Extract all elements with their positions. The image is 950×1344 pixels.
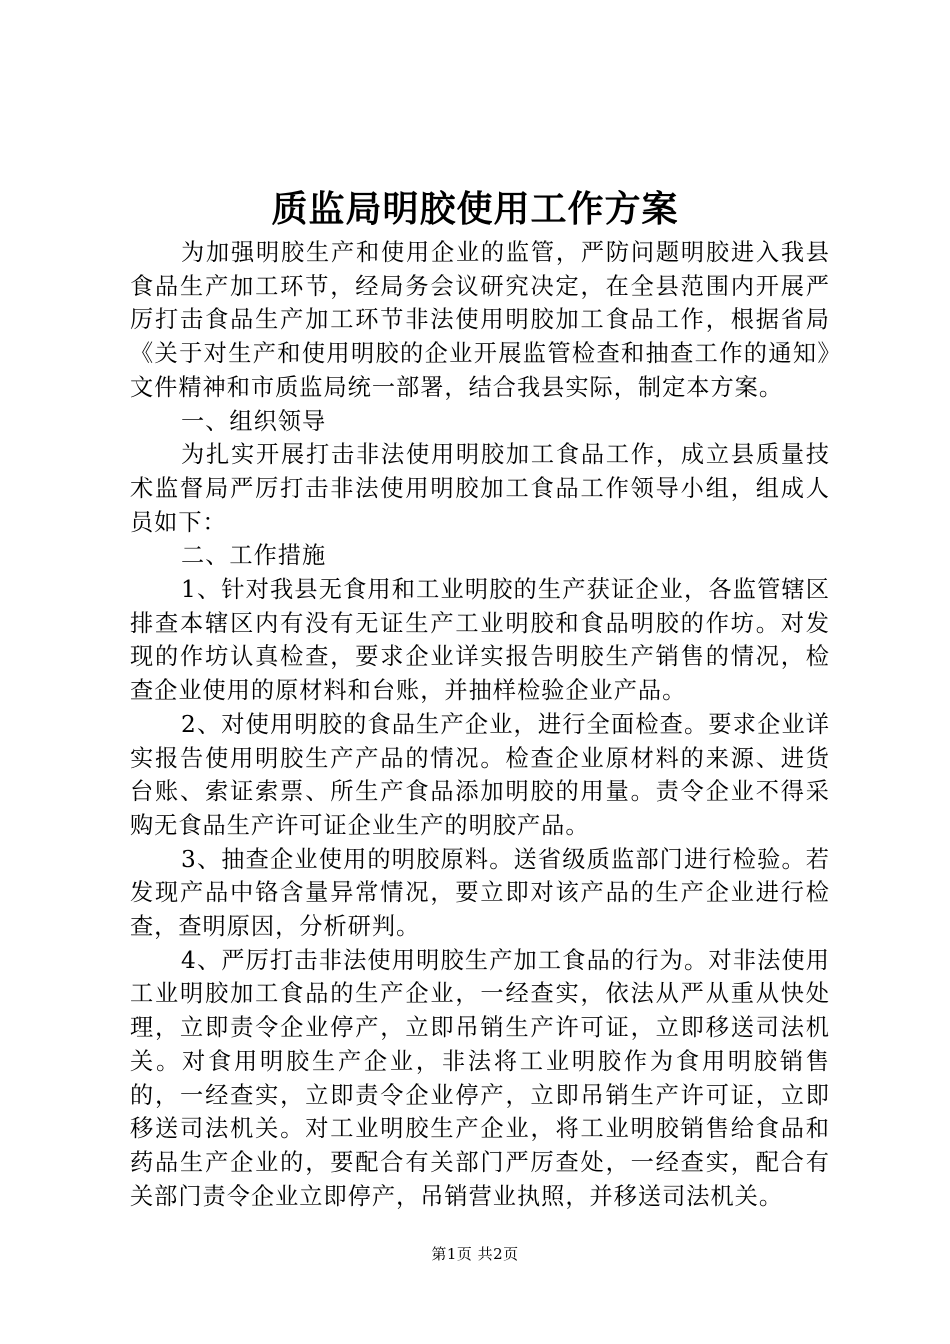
document-body bbox=[130, 236, 830, 1213]
measure-item-3: 3、抽查企业使用的明胶原料。送省级质监部门进行检验。若发现产品中铬含量异常情况，要立即对该产品的生产企业进行检查，查明原因，分析研判。 bbox=[130, 845, 830, 941]
measure-item-1: 1、针对我县无食用和工业明胶的生产获证企业，各监管辖区排查本辖区内有没有无证生产工业明胶和食品明胶的作坊。对发现的作坊认真检查，要求企业详实报告明胶生产销售的情况，检查企业使用的原材料和台账，并抽样检验企业产品。 bbox=[130, 576, 830, 705]
section-heading-measures: 二、工作措施 bbox=[181, 542, 327, 570]
organization-paragraph: 为扎实开展打击非法使用明胶加工食品工作，成立县质量技术监督局严厉打击非法使用明胶加工食品工作领导小组，组成人员如下： bbox=[130, 441, 830, 536]
intro-paragraph: 为加强明胶生产和使用企业的监管，严防问题明胶进入我县食品生产加工环节，经局务会议研究决定，在全县范围内开展严厉打击食品生产加工环节非法使用明胶加工食品工作，根据省局《关于对生产和使用明胶的企业开展监管检查和抽查工作的通知》文件精神和市质监局统一部署，结合我县实际，制定本方案。 bbox=[130, 239, 830, 401]
document-title: 质监局明胶使用工作方案 bbox=[271, 188, 679, 230]
measure-item-2: 2、对使用明胶的食品生产企业，进行全面检查。要求企业详实报告使用明胶生产产品的情况。检查企业原材料的来源、进货台账、索证索票、所生产食品添加明胶的用量。责令企业不得采购无食品生产许可证企业生产的明胶产品。 bbox=[130, 710, 830, 839]
measure-item-4: 4、严厉打击非法使用明胶生产加工食品的行为。对非法使用工业明胶加工食品的生产企业，一经查实，依法从严从重从快处理，立即责令企业停产，立即吊销生产许可证，立即移送司法机关。对食用明胶生产企业，非法将工业明胶作为食用明胶销售的，一经查实，立即责令企业停产，立即吊销生产许可证，立即移送司法机关。对工业明胶生产企业，将工业明胶销售给食品和药品生产企业的，要配合有关部门严厉查处，一经查实，配合有关部门责令企业立即停产，吊销营业执照，并移送司法机关。 bbox=[130, 946, 830, 1210]
page-footer: 第1页 共2页 bbox=[431, 1245, 519, 1263]
section-heading-organization: 一、组织领导 bbox=[181, 407, 327, 435]
